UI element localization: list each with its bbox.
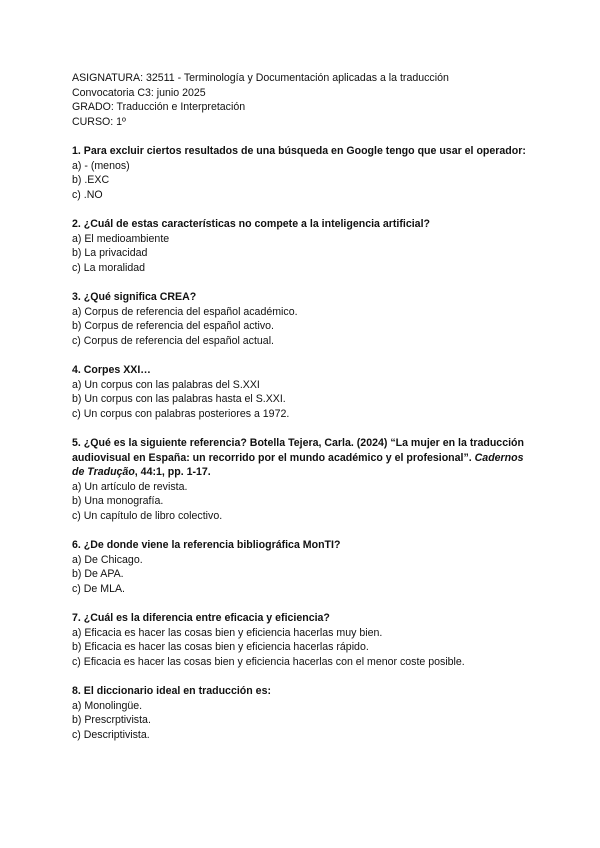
option-b: b) Eficacia es hacer las cosas bien y eficiencia hacerlas rápido.	[72, 641, 369, 653]
option-c: c) Eficacia es hacer las cosas bien y eficiencia hacerlas con el menor coste posible.	[72, 655, 465, 668]
question-title-text: 5. ¿Qué es la siguiente referencia? Botella Tejera, Carla. (2024) “La mujer en la traducción audiovisual en España: un recorrido por el mundo académico y el profesional”.	[72, 437, 524, 464]
question-3	[72, 290, 532, 348]
option-a: a) Eficacia es hacer las cosas bien y eficiencia hacerlas muy bien.	[72, 626, 383, 639]
course-line: CURSO: 1º	[72, 115, 126, 128]
subject-line: ASIGNATURA: 32511 - Terminología y Documentación aplicadas a la traducción	[72, 72, 449, 84]
option-b: b) Un corpus con las palabras hasta el S.XXI.	[72, 393, 286, 405]
option-b: b) De APA.	[72, 568, 124, 580]
option-a: a) Monolingüe.	[72, 699, 143, 712]
option-a: a) Corpus de referencia del español académico.	[72, 305, 298, 318]
option-c: c) Corpus de referencia del español actual.	[72, 334, 274, 347]
exam-header	[72, 71, 532, 129]
citation-details: , 44:1, pp. 1-17.	[134, 466, 211, 478]
question-6	[72, 538, 532, 596]
option-b: b) Prescrptivista.	[72, 714, 151, 726]
option-a: a) De Chicago.	[72, 553, 143, 566]
option-c: c) De MLA.	[72, 582, 125, 595]
question-8	[72, 684, 532, 742]
question-title: 2. ¿Cuál de estas características no compete a la inteligencia artificial?	[72, 218, 430, 230]
degree-line: GRADO: Traducción e Interpretación	[72, 101, 246, 113]
option-a: a) Un corpus con las palabras del S.XXI	[72, 378, 260, 391]
option-c: c) Descriptivista.	[72, 728, 150, 741]
option-c: c) .NO	[72, 188, 103, 201]
option-b: b) Una monografía.	[72, 495, 164, 507]
question-4	[72, 363, 532, 421]
option-a: a) Un artículo de revista.	[72, 480, 188, 493]
exam-page	[72, 71, 532, 742]
question-title: 7. ¿Cuál es la diferencia entre eficacia y eficiencia?	[72, 612, 330, 624]
question-5	[72, 436, 532, 523]
question-title: 8. El diccionario ideal en traducción es:	[72, 685, 271, 697]
option-c: c) Un corpus con palabras posteriores a 1972.	[72, 407, 290, 420]
question-7	[72, 611, 532, 669]
option-c: c) Un capítulo de libro colectivo.	[72, 509, 223, 522]
question-2	[72, 217, 532, 275]
question-title: 4. Corpes XXI…	[72, 364, 151, 376]
session-line: Convocatoria C3: junio 2025	[72, 86, 206, 99]
option-c: c) La moralidad	[72, 261, 146, 274]
option-b: b) .EXC	[72, 174, 110, 186]
question-1	[72, 144, 532, 202]
question-title	[72, 436, 532, 480]
option-a: a) El medioambiente	[72, 232, 170, 245]
journal-title: Cadernos de Tradução	[72, 451, 524, 478]
question-title: 1. Para excluir ciertos resultados de una búsqueda en Google tengo que usar el operador:	[72, 145, 526, 157]
question-title: 6. ¿De donde viene la referencia bibliográfica MonTI?	[72, 539, 341, 551]
option-a: a) - (menos)	[72, 159, 130, 172]
option-b: b) La privacidad	[72, 247, 148, 259]
question-title: 3. ¿Qué significa CREA?	[72, 291, 197, 303]
option-b: b) Corpus de referencia del español activo.	[72, 320, 274, 332]
